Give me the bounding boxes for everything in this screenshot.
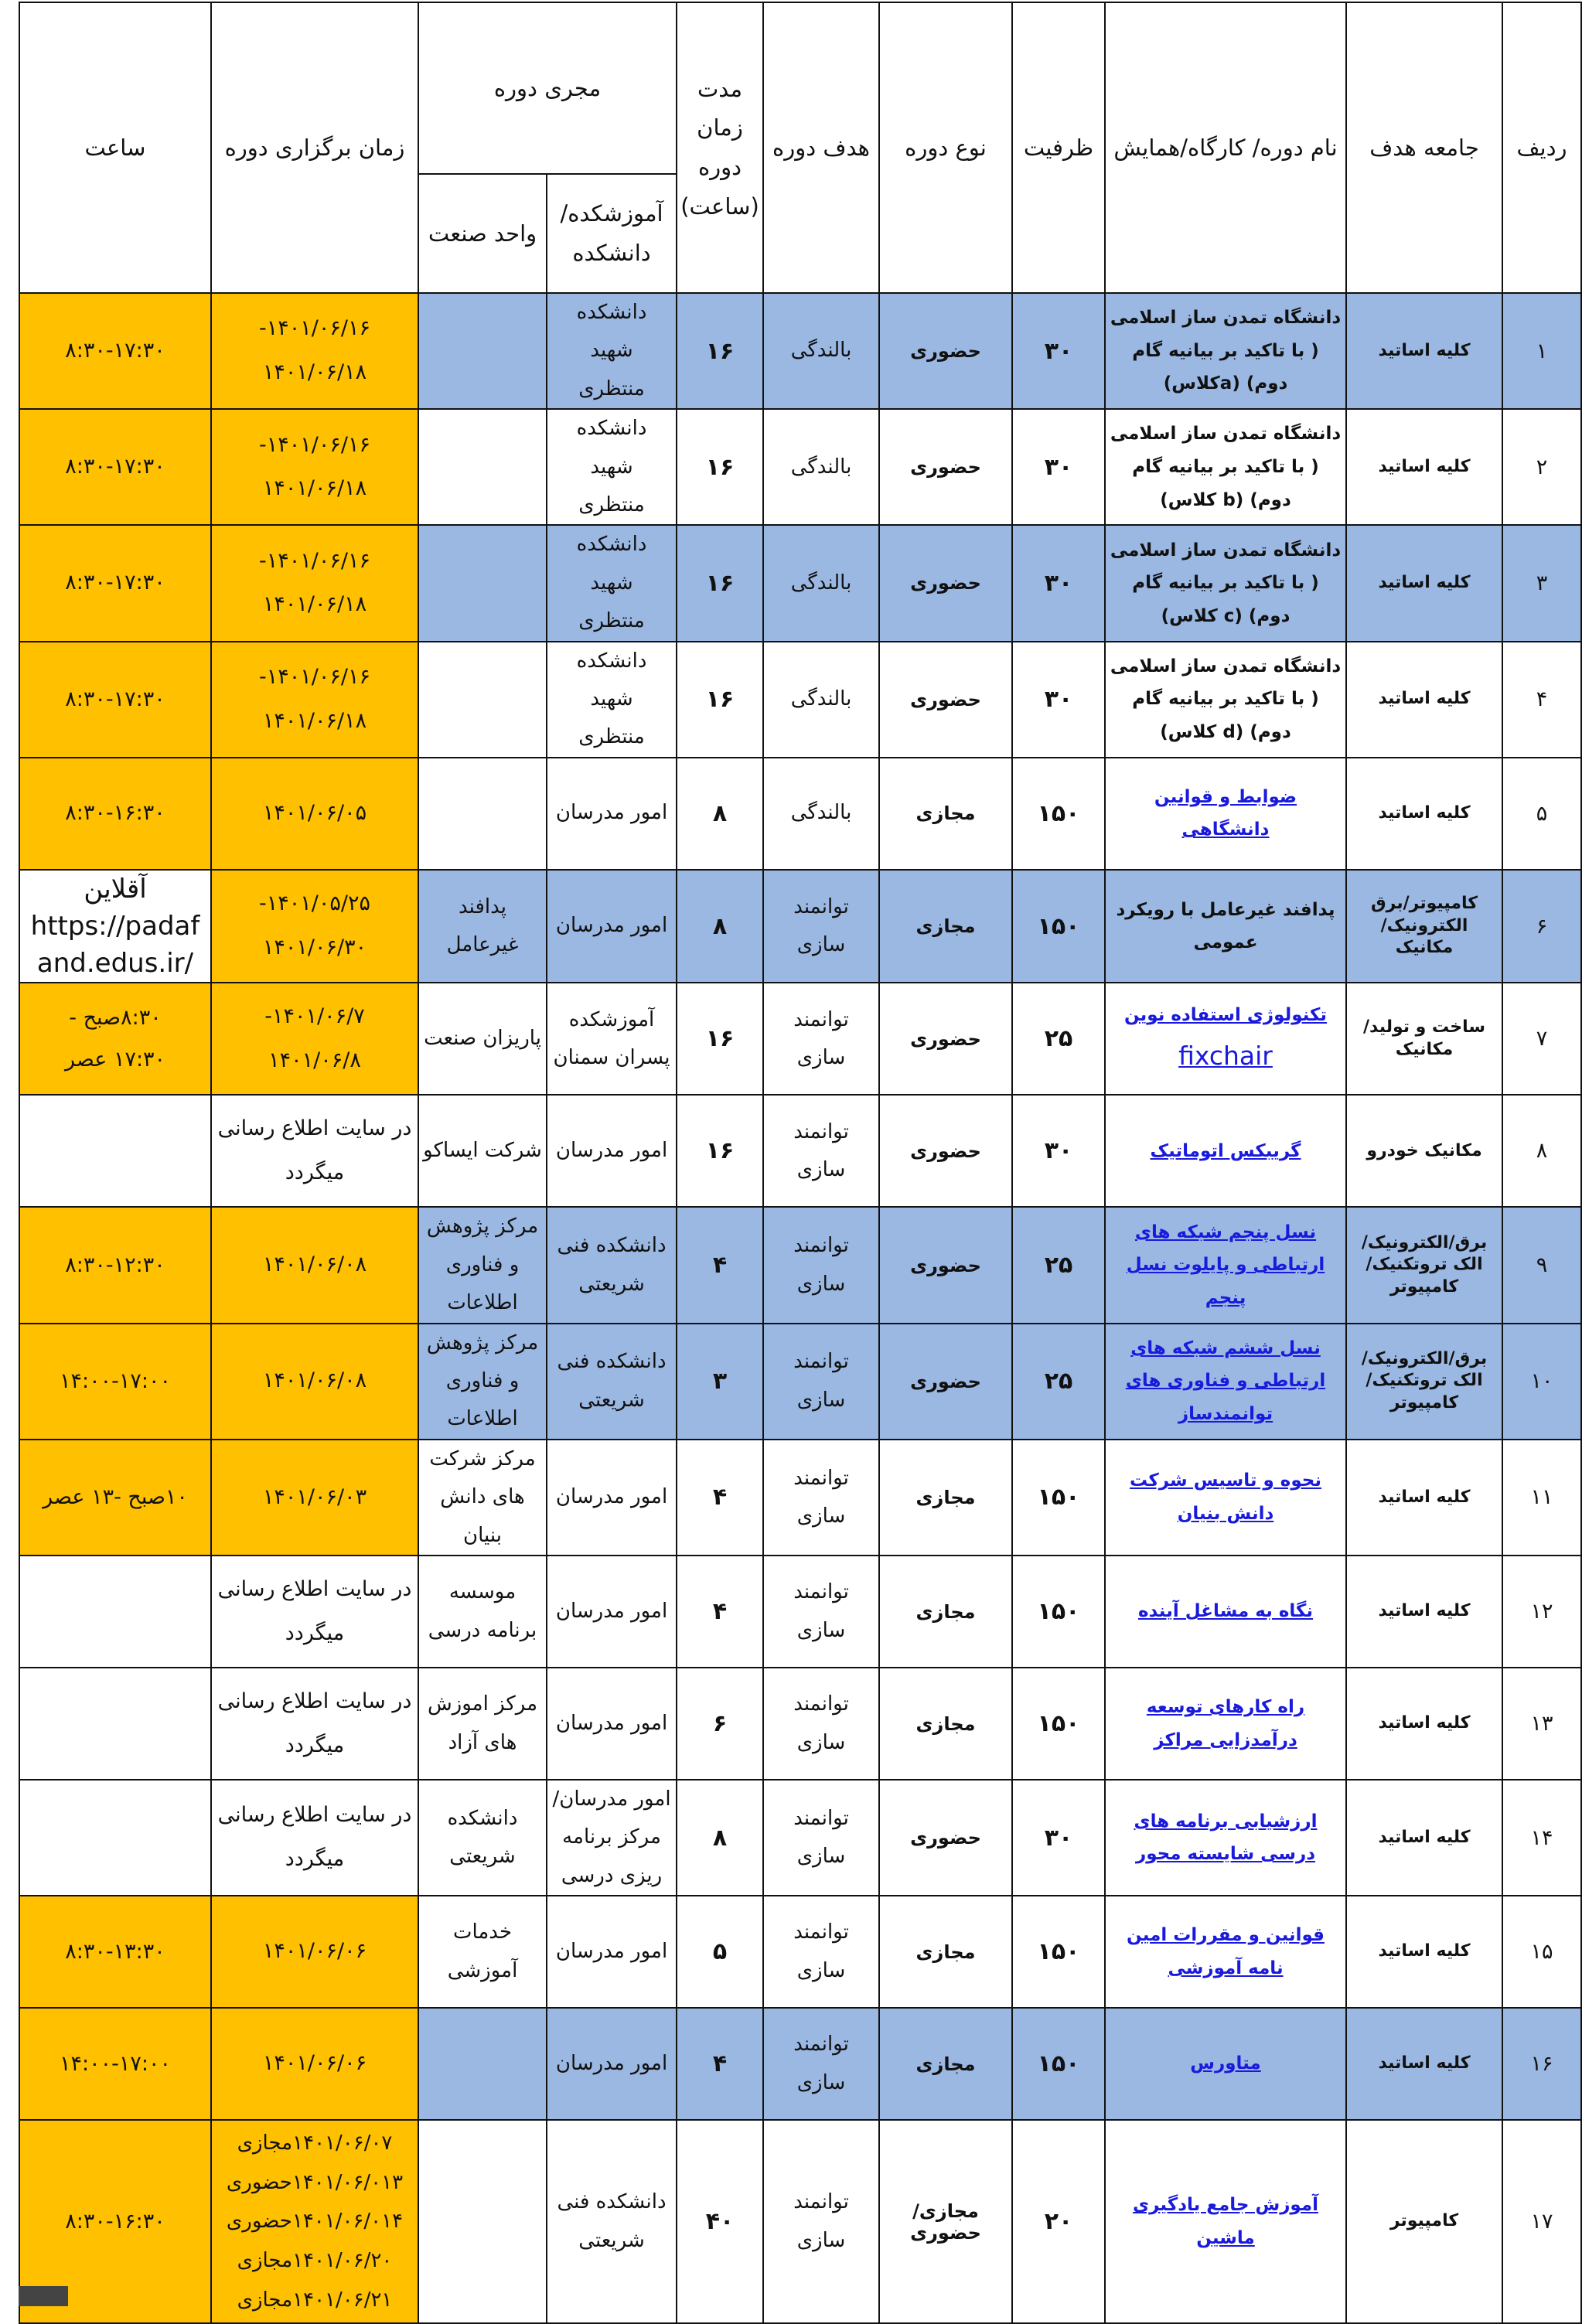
capacity-cell: ۳۰: [1012, 293, 1105, 409]
duration-cell: ۱۶: [677, 525, 763, 641]
industry-unit-cell: دانشکده شریعتی: [418, 1780, 547, 1896]
course-type-cell: حضوری: [879, 1207, 1012, 1323]
course-name-text[interactable]: آموزش جامع یادگیری ماشین: [1133, 2195, 1318, 2248]
capacity-cell: ۲۵: [1012, 983, 1105, 1095]
capacity-cell: ۲۵: [1012, 1324, 1105, 1440]
course-goal-cell: بالندگی: [763, 642, 879, 758]
table-row: [19, 870, 1581, 983]
course-name-cell[interactable]: [1105, 1440, 1346, 1556]
schedule-date-cell: ۱۴۰۱/۰۶/۱۶- ۱۴۰۱/۰۶/۱۸: [211, 293, 418, 409]
duration-cell: ۴: [677, 2008, 763, 2120]
course-name-cell: [1105, 642, 1346, 758]
hours-cell: ۸:۳۰-۱۷:۳۰: [19, 642, 211, 758]
row-number: ۸: [1502, 1095, 1581, 1207]
schedule-date-cell: ۱۴۰۱/۰۶/۷- ۱۴۰۱/۰۶/۸: [211, 983, 418, 1095]
header-schedule-date: زمان برگزاری دوره: [211, 2, 418, 293]
course-name-cell: [1105, 409, 1346, 525]
schedule-date-cell: ۱۴۰۱/۰۶/۰۸: [211, 1207, 418, 1323]
course-name-text: دانشگاه تمدن ساز اسلامی ( با تاکید بر بیانیه گام دوم) (aکلاس): [1110, 308, 1342, 394]
header-duration: مدت زمان دوره (ساعت): [677, 2, 763, 293]
duration-cell: ۳: [677, 1324, 763, 1440]
course-type-cell: مجازی: [879, 1668, 1012, 1780]
capacity-cell: ۳۰: [1012, 642, 1105, 758]
course-name-text[interactable]: نسل پنجم شبکه های ارتباطی و پایلوت نسل پنجم: [1126, 1222, 1325, 1308]
header-target-group: جامعه هدف: [1346, 2, 1502, 293]
duration-cell: ۴: [677, 1440, 763, 1556]
duration-cell: ۶: [677, 1668, 763, 1780]
faculty-cell: امور مدرسان: [547, 870, 677, 983]
header-organizer: مجری دوره: [418, 2, 677, 174]
table-row: [19, 2120, 1581, 2323]
faculty-cell: امور مدرسان: [547, 758, 677, 870]
capacity-cell: ۲۰: [1012, 2120, 1105, 2323]
hours-cell: [19, 1095, 211, 1207]
course-type-cell: مجازی: [879, 870, 1012, 983]
header-capacity: ظرفیت: [1012, 2, 1105, 293]
row-number: ۱۴: [1502, 1780, 1581, 1896]
target-group-cell: برق/الکترونیک/الک تروتکنیک/کامپیوتر: [1346, 1207, 1502, 1323]
course-name-text[interactable]: تکنولوژی استفاده نوین: [1123, 1005, 1328, 1026]
faculty-cell: امور مدرسان: [547, 1896, 677, 2008]
hours-cell: ۱۴:۰۰-۱۷:۰۰: [19, 2008, 211, 2120]
schedule-date-cell: ۱۴۰۱/۰۶/۰۳: [211, 1440, 418, 1556]
table-row: [19, 2008, 1581, 2120]
schedule-date-cell: ۱۴۰۱/۰۶/۰۶: [211, 2008, 418, 2120]
course-type-cell: حضوری: [879, 409, 1012, 525]
row-number: ۱: [1502, 293, 1581, 409]
duration-cell: ۵: [677, 1896, 763, 2008]
table-row: [19, 1324, 1581, 1440]
table-row: [19, 1556, 1581, 1668]
course-goal-cell: توانمند سازی: [763, 1780, 879, 1896]
hours-cell: ۸:۳۰-۱۷:۳۰: [19, 525, 211, 641]
row-number: ۷: [1502, 983, 1581, 1095]
target-group-cell: کامپیوتر: [1346, 2120, 1502, 2323]
row-number: ۱۱: [1502, 1440, 1581, 1556]
row-number: ۱۲: [1502, 1556, 1581, 1668]
row-number: ۱۵: [1502, 1896, 1581, 2008]
table-row: [19, 1207, 1581, 1323]
course-type-cell: مجازی: [879, 1440, 1012, 1556]
course-goal-cell: توانمند سازی: [763, 1668, 879, 1780]
course-name-text: دانشگاه تمدن ساز اسلامی ( با تاکید بر بیانیه گام دوم) (d کلاس): [1110, 656, 1342, 742]
hours-cell: [19, 1556, 211, 1668]
industry-unit-cell: موسسه برنامه درسی: [418, 1556, 547, 1668]
course-goal-cell: توانمند سازی: [763, 1440, 879, 1556]
capacity-cell: ۳۰: [1012, 1095, 1105, 1207]
course-name-cell: [1105, 525, 1346, 641]
schedule-date-cell: ۱۴۰۱/۰۵/۲۵- ۱۴۰۱/۰۶/۳۰: [211, 870, 418, 983]
course-table: [19, 2, 1582, 2324]
course-name-cell[interactable]: [1105, 758, 1346, 870]
course-type-cell: حضوری: [879, 642, 1012, 758]
capacity-cell: ۱۵۰: [1012, 870, 1105, 983]
hours-cell: ۱۰صبح -۱۳ عصر: [19, 1440, 211, 1556]
table-row: [19, 409, 1581, 525]
course-goal-cell: بالندگی: [763, 525, 879, 641]
faculty-cell: دانشکده فنی شریعتی: [547, 1324, 677, 1440]
target-group-cell: کلیه اساتید: [1346, 642, 1502, 758]
target-group-cell: کلیه اساتید: [1346, 293, 1502, 409]
faculty-cell: امور مدرسان: [547, 1440, 677, 1556]
faculty-cell: دانشکده شهید منتظری: [547, 525, 677, 641]
capacity-cell: ۳۰: [1012, 525, 1105, 641]
course-goal-cell: بالندگی: [763, 409, 879, 525]
course-name-cell[interactable]: [1105, 2120, 1346, 2323]
row-number: ۹: [1502, 1207, 1581, 1323]
course-name-cell: [1105, 870, 1346, 983]
course-name-cell[interactable]: [1105, 983, 1346, 1095]
hours-cell: آقلاین https://padaf /and.edus.ir: [19, 870, 211, 983]
course-type-cell: حضوری: [879, 525, 1012, 641]
course-name-cell[interactable]: [1105, 1207, 1346, 1323]
industry-unit-cell: پدافند غیرعامل: [418, 870, 547, 983]
target-group-cell: کلیه اساتید: [1346, 758, 1502, 870]
table-row: [19, 1668, 1581, 1780]
table-row: [19, 1780, 1581, 1896]
schedule-date-cell: ۱۴۰۱/۰۶/۱۶- ۱۴۰۱/۰۶/۱۸: [211, 409, 418, 525]
header-course-name: نام دوره/ کارگاه/همایش: [1105, 2, 1346, 293]
industry-unit-cell: [418, 525, 547, 641]
schedule-date-cell: در سایت اطلاع رسانی میگردد: [211, 1556, 418, 1668]
course-name-cell[interactable]: [1105, 1668, 1346, 1780]
course-type-cell: مجازی: [879, 2008, 1012, 2120]
duration-cell: ۸: [677, 758, 763, 870]
course-goal-cell: توانمند سازی: [763, 1095, 879, 1207]
course-goal-cell: توانمند سازی: [763, 1324, 879, 1440]
course-name-text[interactable]: متاورس: [1190, 2053, 1261, 2074]
course-name-text[interactable]: ارزشیابی برنامه های درسی شایسته محور: [1134, 1811, 1318, 1865]
faculty-cell: دانشکده شهید منتظری: [547, 293, 677, 409]
header-course-goal: هدف دوره: [763, 2, 879, 293]
course-name-text: دانشگاه تمدن ساز اسلامی ( با تاکید بر بیانیه گام دوم) (c کلاس): [1110, 540, 1342, 626]
target-group-cell: کلیه اساتید: [1346, 2008, 1502, 2120]
industry-unit-cell: مرکز پژوهش و فناوری اطلاعات: [418, 1207, 547, 1323]
schedule-date-cell: ۱۴۰۱/۰۶/۱۶- ۱۴۰۱/۰۶/۱۸: [211, 642, 418, 758]
industry-unit-cell: مرکز شرکت های دانش بنیان: [418, 1440, 547, 1556]
industry-unit-cell: [418, 293, 547, 409]
course-goal-cell: توانمند سازی: [763, 983, 879, 1095]
target-group-cell: کلیه اساتید: [1346, 1780, 1502, 1896]
course-name-text[interactable]: قوانین و مقررات امین نامه آموزشی: [1127, 1925, 1325, 1978]
schedule-date-cell: ۱۴۰۱/۰۶/۱۶- ۱۴۰۱/۰۶/۱۸: [211, 525, 418, 641]
faculty-cell: امور مدرسان/ مرکز برنامه ریزی درسی: [547, 1780, 677, 1896]
table-row: [19, 758, 1581, 870]
hours-cell: ۸:۳۰-۱۳:۳۰: [19, 1896, 211, 2008]
industry-unit-cell: شرکت ایساکو: [418, 1095, 547, 1207]
duration-cell: ۸: [677, 1780, 763, 1896]
target-group-cell: کلیه اساتید: [1346, 1896, 1502, 2008]
hours-cell: [19, 1668, 211, 1780]
row-number: ۳: [1502, 525, 1581, 641]
row-number: ۱۳: [1502, 1668, 1581, 1780]
target-group-cell: کامپیوتر/برق الکترونیک/ مکانیک: [1346, 870, 1502, 983]
course-name-cell[interactable]: [1105, 1780, 1346, 1896]
header-radif: ردیف: [1502, 2, 1581, 293]
duration-cell: ۴۰: [677, 2120, 763, 2323]
row-number: ۱۷: [1502, 2120, 1581, 2323]
course-type-cell: حضوری: [879, 1324, 1012, 1440]
target-group-cell: کلیه اساتید: [1346, 525, 1502, 641]
row-number: ۵: [1502, 758, 1581, 870]
header-hours: ساعت: [19, 2, 211, 293]
industry-unit-cell: [418, 409, 547, 525]
duration-cell: ۸: [677, 870, 763, 983]
hours-cell: ۸:۳۰-۱۷:۳۰: [19, 409, 211, 525]
course-goal-cell: توانمند سازی: [763, 1556, 879, 1668]
course-name-text: دانشگاه تمدن ساز اسلامی ( با تاکید بر بیانیه گام دوم) (b کلاس): [1110, 424, 1342, 510]
course-name-cell[interactable]: [1105, 1896, 1346, 2008]
course-goal-cell: توانمند سازی: [763, 870, 879, 983]
faculty-cell: امور مدرسان: [547, 2008, 677, 2120]
course-goal-cell: توانمند سازی: [763, 2120, 879, 2323]
hours-cell: ۸:۳۰-۱۶:۳۰: [19, 2120, 211, 2323]
header-industry-unit: واحد صنعت: [418, 174, 547, 293]
target-group-cell: کلیه اساتید: [1346, 1668, 1502, 1780]
course-type-cell: مجازی: [879, 758, 1012, 870]
table-row: [19, 1095, 1581, 1207]
industry-unit-cell: مرکز پژوهش و فناوری اطلاعات: [418, 1324, 547, 1440]
course-name-text[interactable]: گریبکس اتوماتیک: [1150, 1140, 1301, 1161]
footer-watermark: [19, 2286, 68, 2306]
row-number: ۴: [1502, 642, 1581, 758]
header-faculty: آموزشکده/ دانشکده: [547, 174, 677, 293]
header-course-type: نوع دوره: [879, 2, 1012, 293]
target-group-cell: برق/الکترونیک/الک تروتکنیک/کامپیوتر: [1346, 1324, 1502, 1440]
capacity-cell: ۳۰: [1012, 1780, 1105, 1896]
hours-cell: ۸:۳۰-۱۷:۳۰: [19, 293, 211, 409]
course-goal-cell: توانمند سازی: [763, 1207, 879, 1323]
faculty-cell: دانشکده شهید منتظری: [547, 642, 677, 758]
industry-unit-cell: [418, 2120, 547, 2323]
table-row: [19, 983, 1581, 1095]
duration-cell: ۱۶: [677, 983, 763, 1095]
course-name-cell: [1105, 293, 1346, 409]
course-type-cell: مجازی: [879, 1556, 1012, 1668]
course-name-cell[interactable]: [1105, 1556, 1346, 1668]
header-row: [19, 2, 1581, 174]
course-type-cell: حضوری: [879, 1095, 1012, 1207]
hours-cell: ۸:۳۰-۱۶:۳۰: [19, 758, 211, 870]
target-group-cell: کلیه اساتید: [1346, 1556, 1502, 1668]
course-schedule-sheet: [19, 2, 1580, 2312]
schedule-date-cell: در سایت اطلاع رسانی میگردد: [211, 1668, 418, 1780]
course-type-cell: حضوری: [879, 293, 1012, 409]
schedule-date-cell: ۱۴۰۱/۰۶/۰۸: [211, 1324, 418, 1440]
target-group-cell: مکانیک خودرو: [1346, 1095, 1502, 1207]
schedule-date-cell: در سایت اطلاع رسانی میگردد: [211, 1095, 418, 1207]
capacity-cell: ۱۵۰: [1012, 1440, 1105, 1556]
schedule-date-cell: ۱۴۰۱/۰۶/۰۷مجازی ۱۴۰۱/۰۶/۰۱۳حضوری ۱۴۰۱/۰۶/۰۱۴حضوری ۱۴۰۱/۰۶/۲۰مجازی ۱۴۰۱/۰۶/۲۱مجازی: [211, 2120, 418, 2323]
course-type-cell: مجازی/حضوری: [879, 2120, 1012, 2323]
duration-cell: ۱۶: [677, 293, 763, 409]
course-name-extra: fixchair: [1178, 1040, 1273, 1071]
table-row: [19, 293, 1581, 409]
course-name-text[interactable]: راه کارهای توسعه درآمدزایی مراکز: [1146, 1696, 1305, 1750]
course-type-cell: حضوری: [879, 983, 1012, 1095]
row-number: ۲: [1502, 409, 1581, 525]
faculty-cell: امور مدرسان: [547, 1556, 677, 1668]
schedule-date-cell: ۱۴۰۱/۰۶/۰۵: [211, 758, 418, 870]
course-name-text: پدافند غیرعامل با رویکرد عمومی: [1116, 899, 1335, 953]
row-number: ۶: [1502, 870, 1581, 983]
table-row: [19, 525, 1581, 641]
capacity-cell: ۱۵۰: [1012, 1668, 1105, 1780]
duration-cell: ۱۶: [677, 642, 763, 758]
industry-unit-cell: [418, 758, 547, 870]
course-type-cell: حضوری: [879, 1780, 1012, 1896]
course-name-text[interactable]: ضوابط و قوانین دانشگاهی: [1154, 786, 1297, 840]
faculty-cell: امور مدرسان: [547, 1668, 677, 1780]
target-group-cell: ساخت و تولید/ مکانیک: [1346, 983, 1502, 1095]
course-type-cell: مجازی: [879, 1896, 1012, 2008]
faculty-cell: دانشکده فنی شریعتی: [547, 2120, 677, 2323]
course-name-cell[interactable]: [1105, 1324, 1346, 1440]
capacity-cell: ۲۵: [1012, 1207, 1105, 1323]
course-name-text[interactable]: نگاه به مشاغل آینده: [1137, 1601, 1314, 1622]
industry-unit-cell: [418, 2008, 547, 2120]
table-row: [19, 642, 1581, 758]
duration-cell: ۴: [677, 1207, 763, 1323]
row-number: ۱۰: [1502, 1324, 1581, 1440]
course-goal-cell: توانمند سازی: [763, 1896, 879, 2008]
duration-cell: ۱۶: [677, 409, 763, 525]
target-group-cell: کلیه اساتید: [1346, 409, 1502, 525]
course-name-cell[interactable]: [1105, 1095, 1346, 1207]
capacity-cell: ۳۰: [1012, 409, 1105, 525]
faculty-cell: دانشکده شهید منتظری: [547, 409, 677, 525]
target-group-cell: کلیه اساتید: [1346, 1440, 1502, 1556]
capacity-cell: ۱۵۰: [1012, 1896, 1105, 2008]
table-body: [19, 293, 1581, 2323]
hours-cell: [19, 1780, 211, 1896]
capacity-cell: ۱۵۰: [1012, 758, 1105, 870]
capacity-cell: ۱۵۰: [1012, 1556, 1105, 1668]
course-goal-cell: بالندگی: [763, 758, 879, 870]
industry-unit-cell: پاریزان صنعت: [418, 983, 547, 1095]
hours-cell: ۸:۳۰-۱۲:۳۰: [19, 1207, 211, 1323]
hours-cell: ۱۴:۰۰-۱۷:۰۰: [19, 1324, 211, 1440]
course-name-cell[interactable]: [1105, 2008, 1346, 2120]
faculty-cell: امور مدرسان: [547, 1095, 677, 1207]
course-goal-cell: توانمند سازی: [763, 2008, 879, 2120]
capacity-cell: ۱۵۰: [1012, 2008, 1105, 2120]
hours-cell: ۸:۳۰صبح - ۱۷:۳۰ عصر: [19, 983, 211, 1095]
duration-cell: ۱۶: [677, 1095, 763, 1207]
course-name-text[interactable]: نسل ششم شبکه های ارتباطی و فناوری های توانمندساز: [1125, 1337, 1326, 1425]
duration-cell: ۴: [677, 1556, 763, 1668]
faculty-cell: آموزشکده پسران سمنان: [547, 983, 677, 1095]
industry-unit-cell: خدمات آموزشی: [418, 1896, 547, 2008]
row-number: ۱۶: [1502, 2008, 1581, 2120]
faculty-cell: دانشکده فنی شریعتی: [547, 1207, 677, 1323]
schedule-date-cell: ۱۴۰۱/۰۶/۰۶: [211, 1896, 418, 2008]
table-row: [19, 1440, 1581, 1556]
course-name-text[interactable]: نحوه و تاسیس شرکت دانش بنیان: [1130, 1470, 1321, 1524]
schedule-date-cell: در سایت اطلاع رسانی میگردد: [211, 1780, 418, 1896]
table-row: [19, 1896, 1581, 2008]
industry-unit-cell: مرکز اموزش های آزاد: [418, 1668, 547, 1780]
course-goal-cell: بالندگی: [763, 293, 879, 409]
industry-unit-cell: [418, 642, 547, 758]
